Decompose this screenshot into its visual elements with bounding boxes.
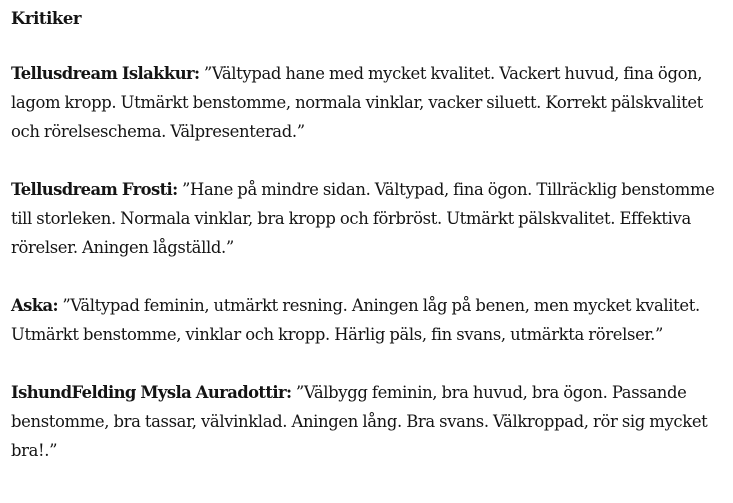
critique-text: ”Välbygg feminin, bra huvud, bra ögon. Passande benstomme, bra tassar, välvinklad. Aningen lång. Bra svans. Välkroppad, rör sig mycket bra!.”	[11, 383, 708, 460]
dog-name: Tellusdream Islakkur:	[11, 64, 200, 83]
section-heading: Kritiker	[11, 9, 82, 28]
critique-text: ”Vältypad feminin, utmärkt resning. Aningen låg på benen, men mycket kvalitet. Utmärkt benstomme, vinklar och kropp. Härlig päls, fin svans, utmärkta rörelser.”	[11, 296, 700, 344]
critique-paragraph-aska	[11, 291, 723, 349]
dog-name: IshundFelding Mysla Auradottir:	[11, 383, 292, 402]
critique-paragraph-islakkur	[11, 59, 723, 146]
critique-paragraph-frosti	[11, 175, 723, 262]
dog-name: Aska:	[11, 296, 58, 315]
critique-text: ”Vältypad hane med mycket kvalitet. Vackert huvud, fina ögon, lagom kropp. Utmärkt benstomme, normala vinklar, vacker siluett. Korrekt pälskvalitet och rörelseschema. Välpresenterad.”	[11, 64, 703, 141]
critique-paragraph-mysla	[11, 378, 723, 465]
dog-name: Tellusdream Frosti:	[11, 180, 178, 199]
critique-text: ”Hane på mindre sidan. Vältypad, fina ögon. Tillräcklig benstomme till storleken. Normala vinklar, bra kropp och förbröst. Utmärkt pälskvalitet. Effektiva rörelser. Aningen lågställd.”	[11, 180, 715, 257]
